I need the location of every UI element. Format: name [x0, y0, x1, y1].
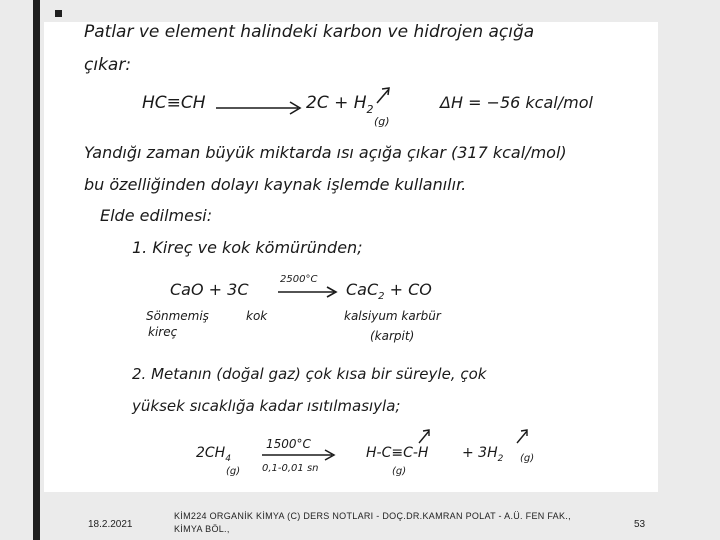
- label-quicklime: Sönmemiş: [146, 309, 209, 323]
- accent-square: [55, 10, 62, 17]
- text-line-8: yüksek sıcaklığa kadar ısıtılmasıyla;: [132, 397, 401, 415]
- reaction1-arrow: [214, 98, 304, 118]
- text-line-7: 2. Metanın (doğal gaz) çok kısa bir süreyle, çok: [132, 365, 487, 383]
- text-line-5: Elde edilmesi:: [100, 206, 213, 225]
- reaction3-acetylene: H-C≡C-H: [366, 445, 429, 461]
- text-line-6: 1. Kireç ve kok kömüründen;: [132, 238, 363, 257]
- reaction3-reactant: $2CH_4$: [196, 445, 231, 464]
- reaction2-products: CaC$_2$ + CO: [346, 280, 432, 302]
- reaction2-condition: 2500°C: [280, 274, 318, 285]
- reaction3-arrow: [260, 448, 340, 462]
- reaction3-phase-left: (g): [226, 466, 241, 477]
- gas-up-arrow-1: [374, 84, 394, 106]
- text-line-1: Patlar ve element halindeki karbon ve hidrojen açığa: [84, 22, 535, 42]
- reaction3-phase-right: (g): [520, 453, 535, 464]
- footer-date: 18.2.2021: [88, 519, 133, 530]
- label-calcium-carbide: kalsiyum karbür: [344, 309, 441, 323]
- reaction1-enthalpy: ΔH = −56 kcal/mol: [440, 93, 593, 112]
- text-line-3: Yandığı zaman büyük miktarda ısı açığa çıkar (317 kcal/mol): [84, 143, 567, 162]
- reaction3-temperature: 1500°C: [266, 437, 311, 451]
- handwritten-notes-image: [44, 22, 658, 492]
- gas-up-arrow-2: [416, 426, 434, 446]
- gas-up-arrow-3: [514, 426, 532, 446]
- reaction1-reactant: HC≡CH: [142, 93, 206, 113]
- reaction3-hydrogen: + $3H_2$: [462, 445, 504, 464]
- label-coke: kok: [246, 309, 268, 323]
- text-line-2: çıkar:: [84, 55, 132, 75]
- reaction2-reactants: CaO + 3C: [170, 280, 249, 299]
- label-carbide: (karpit): [370, 329, 415, 343]
- reaction3-time: 0,1-0,01 sn: [262, 463, 319, 474]
- text-line-4: bu özelliğinden dolayı kaynak işlemde kullanılır.: [84, 175, 467, 194]
- left-accent-bar: [33, 0, 40, 540]
- reaction1-phase: (g): [374, 115, 390, 128]
- reaction1-products: $2C + H_2$: [306, 93, 374, 116]
- label-lime: kireç: [148, 325, 178, 339]
- footer-course-info: KİM224 ORGANİK KİMYA (C) DERS NOTLARI - DOÇ.DR.KAMRAN POLAT - A.Ü. FEN FAK., KİMYA BÖL.,: [174, 511, 571, 534]
- reaction2-arrow: [276, 284, 340, 300]
- page-number: 53: [634, 519, 646, 530]
- reaction3-phase-mid: (g): [392, 466, 407, 477]
